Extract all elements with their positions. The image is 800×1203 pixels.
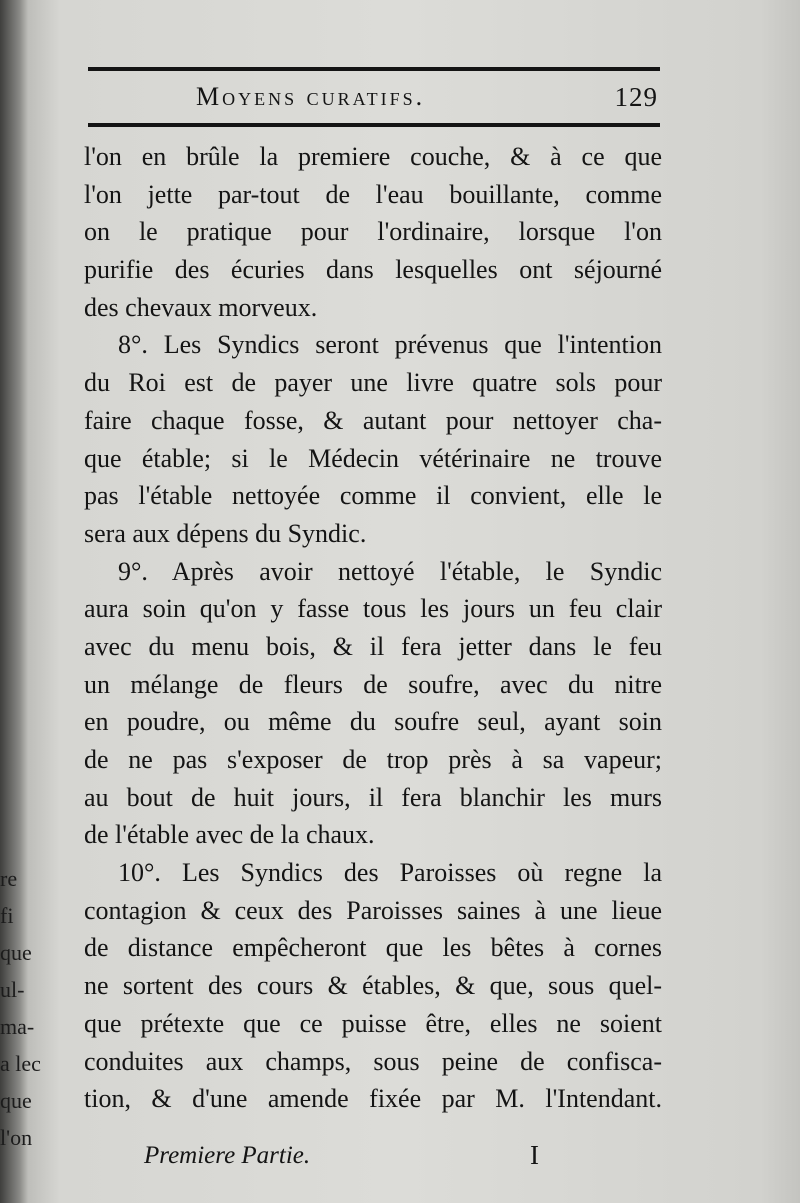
body-text [84,138,662,1118]
text-line: contagion & ceux des Paroisses saines à une lieue [84,895,662,925]
paragraph-start: 8°. Les Syndics seront prévenus que l'intention [118,330,662,360]
margin-fragment: a lec [0,1051,41,1076]
signature-label: Premiere Partie. [144,1142,311,1169]
text-line: purifie des écuries dans lesquelles ont séjourné [84,255,662,285]
margin-fragment: ul- [0,977,25,1002]
page-number: 129 [614,82,658,112]
text-line: avec du menu bois, & il fera jetter dans le feu [84,631,662,661]
header-rule-bottom [88,123,660,127]
text-line: ne sortent des cours & étables, & que, sous quel- [84,971,662,1001]
facing-page-fragments [0,860,41,1156]
text-line: pas l'étable nettoyée comme il convient, elle le [84,481,662,511]
paragraph-start: 9°. Après avoir nettoyé l'étable, le Syndic [118,556,662,586]
text-line: on le pratique pour l'ordinaire, lorsque l'on [84,217,662,247]
text-line: en poudre, ou même du soufre seul, ayant soin [84,707,662,737]
margin-fragment: que [0,1088,32,1113]
text-line: de ne pas s'exposer de trop près à sa vapeur; [84,745,662,774]
text-line: tion, & d'une amende fixée par M. l'Intendant. [84,1084,662,1114]
text-line: un mélange de fleurs de soufre, avec du nitre [84,669,662,699]
text-line: que étable; si le Médecin vétérinaire ne trouve [84,443,662,473]
margin-fragment: fi [0,903,14,928]
text-line: sera aux dépens du Syndic. [84,518,367,548]
text-line: de distance empêcheront que les bêtes à cornes [84,933,662,963]
paragraph-start: 10°. Les Syndics des Paroisses où regne la [118,858,662,888]
text-line: conduites aux champs, sous peine de confisca- [84,1046,662,1076]
text-line: au bout de huit jours, il fera blanchir les murs [84,782,662,812]
margin-fragment: l'on [0,1125,33,1150]
signature-mark: I [530,1140,539,1170]
text-line: que prétexte que ce puisse être, elles ne soient [84,1008,662,1038]
page-footer [88,1140,660,1180]
text-line: l'on jette par-tout de l'eau bouillante, comme [84,179,662,209]
margin-fragment: ma- [0,1014,35,1039]
text-line: faire chaque fosse, & autant pour nettoyer cha- [84,405,662,435]
text-line: aura soin qu'on y fasse tous les jours un feu clair [84,594,662,624]
text-line: du Roi est de payer une livre quatre sols pour [84,368,662,398]
text-line: des chevaux morveux. [84,292,318,322]
header-rule-top [88,67,660,71]
text-line: l'on en brûle la premiere couche, & à ce que [84,142,662,171]
running-header [88,80,660,120]
margin-fragment: re [0,866,18,891]
margin-fragment: que [0,940,32,965]
running-title: Moyens curatifs. [196,82,426,111]
text-line: de l'étable avec de la chaux. [84,820,375,850]
